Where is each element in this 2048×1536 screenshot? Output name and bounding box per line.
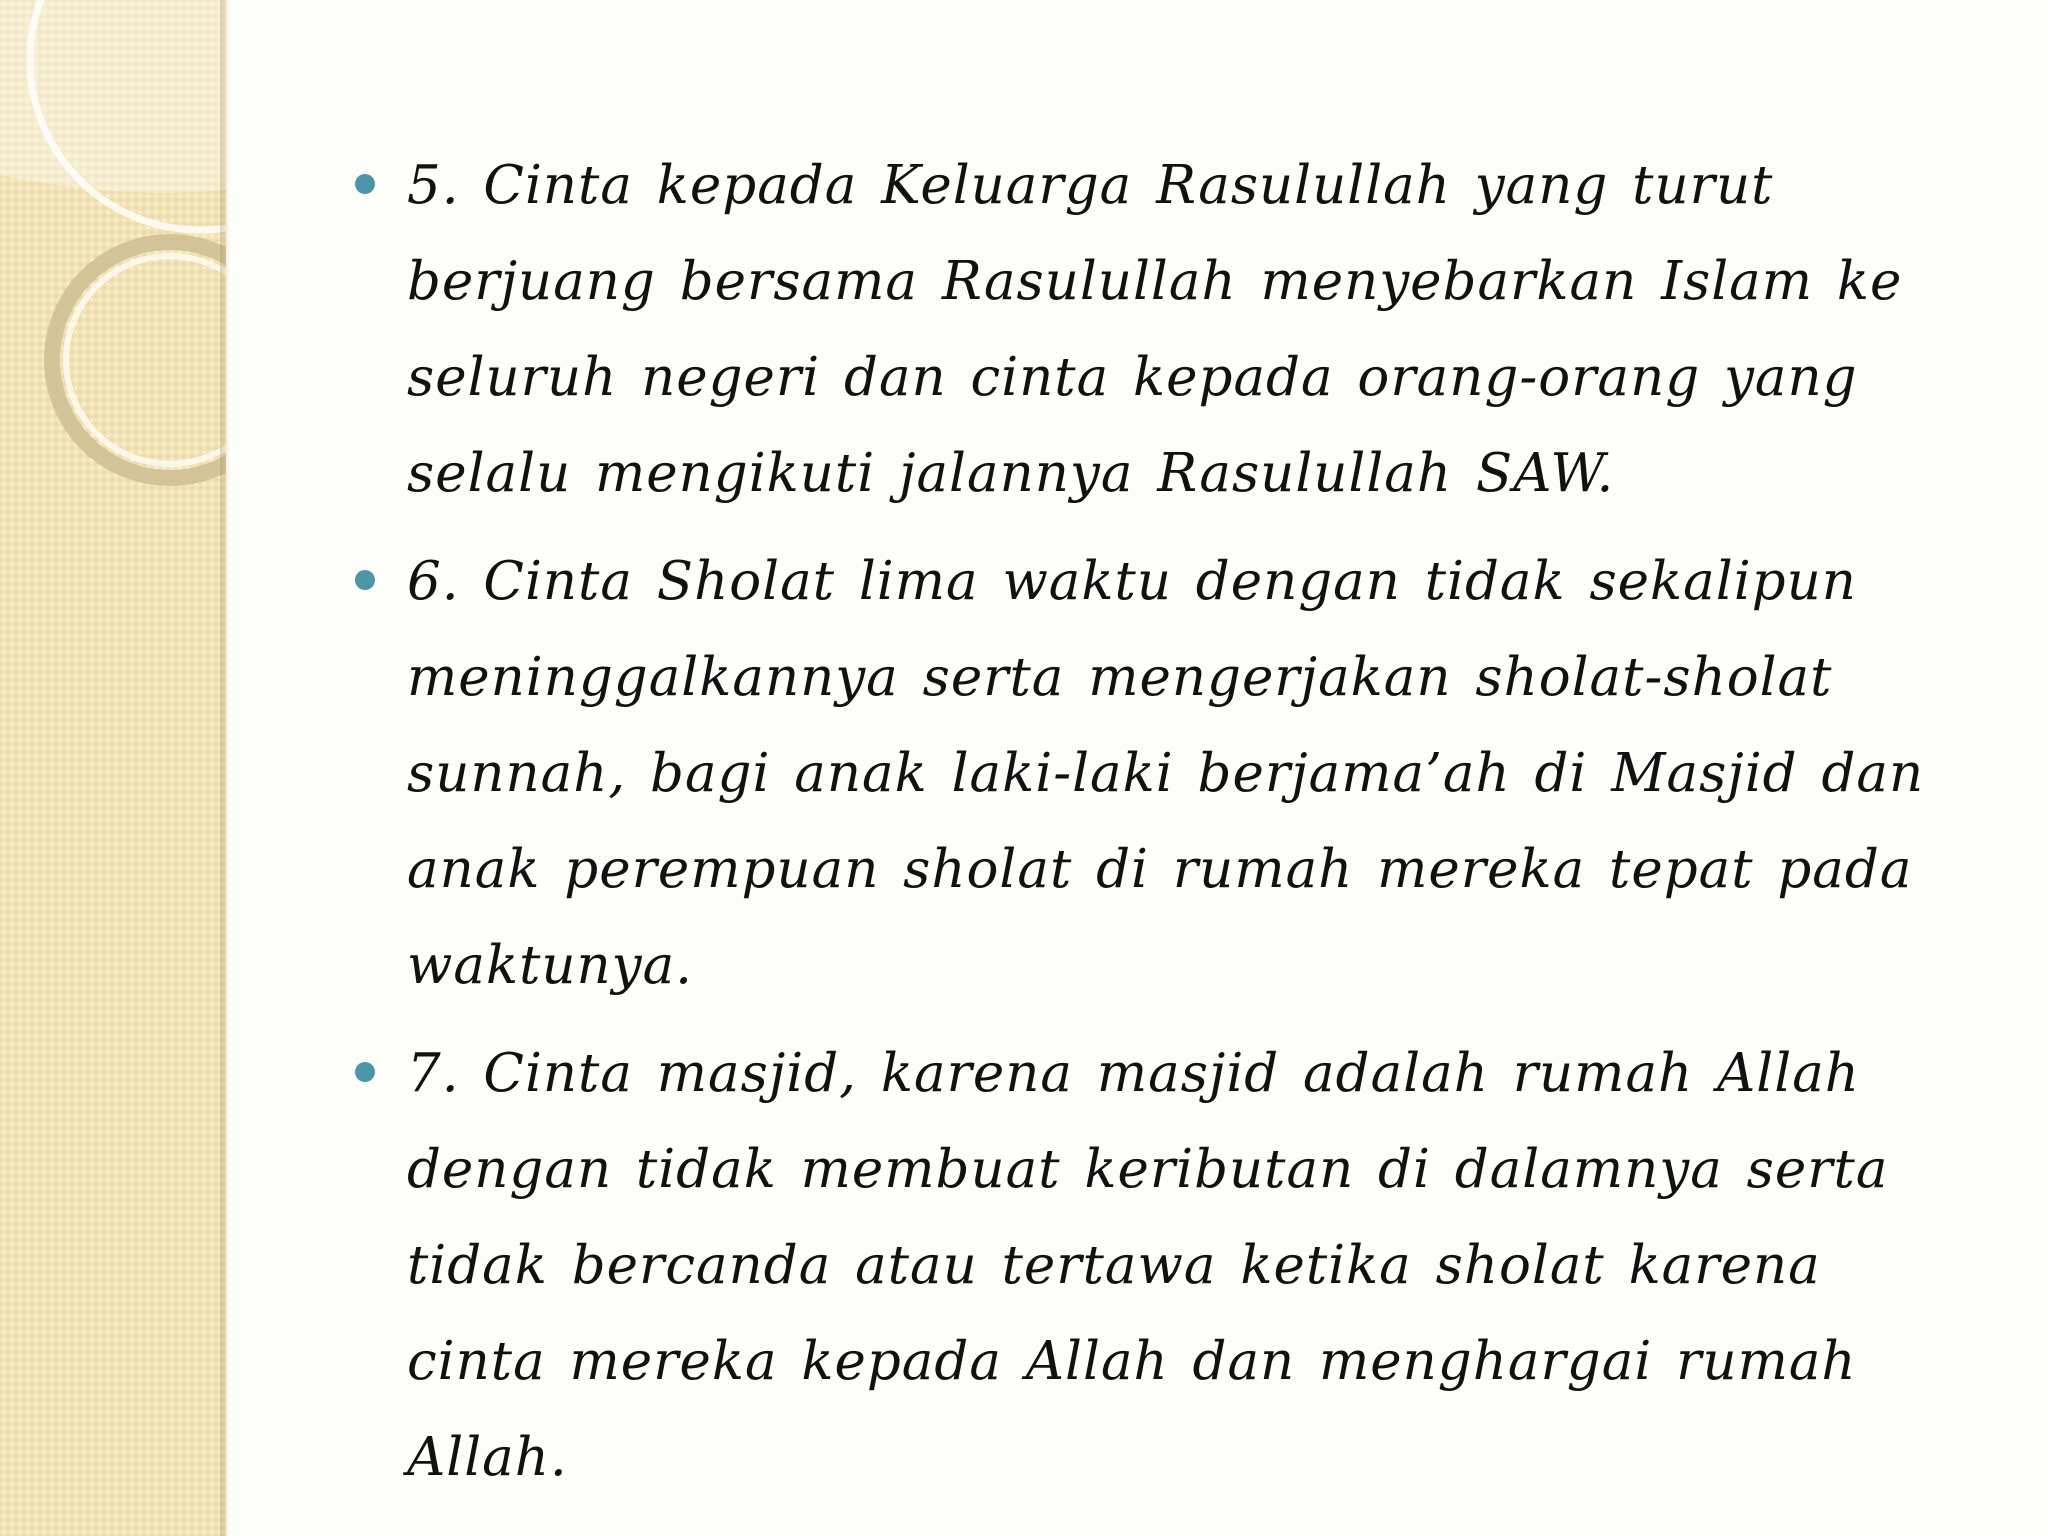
bullet-dot-icon	[355, 1062, 375, 1082]
list-item	[355, 534, 1955, 1014]
bullet-list	[355, 138, 1955, 1518]
bullet-dot-icon	[355, 174, 375, 194]
list-item-text: 7. Cinta masjid, karena masjid adalah rumah Allah dengan tidak membuat keributan di dalamnya serta tidak bercanda atau tertawa ketika sholat karena cinta mereka kepada Allah dan menghargai rumah Allah.	[407, 1043, 1889, 1488]
decorative-rings-icon	[0, 0, 226, 1536]
list-item-text: 6. Cinta Sholat lima waktu dengan tidak sekalipun meninggalkannya serta mengerjakan sholat-sholat sunnah, bagi anak laki-laki berjama’ah di Masjid dan anak perempuan sholat di rumah mereka tepat pada waktunya.	[407, 551, 1925, 996]
panel-shadow	[220, 0, 230, 1536]
decorative-side-panel	[0, 0, 226, 1536]
list-item	[355, 138, 1955, 522]
list-item-text: 5. Cinta kepada Keluarga Rasulullah yang turut berjuang bersama Rasulullah menyebarkan Islam ke seluruh negeri dan cinta kepada orang-orang yang selalu mengikuti jalannya Rasulullah SAW.	[407, 155, 1903, 504]
bullet-dot-icon	[355, 570, 375, 590]
list-item	[355, 1026, 1955, 1506]
